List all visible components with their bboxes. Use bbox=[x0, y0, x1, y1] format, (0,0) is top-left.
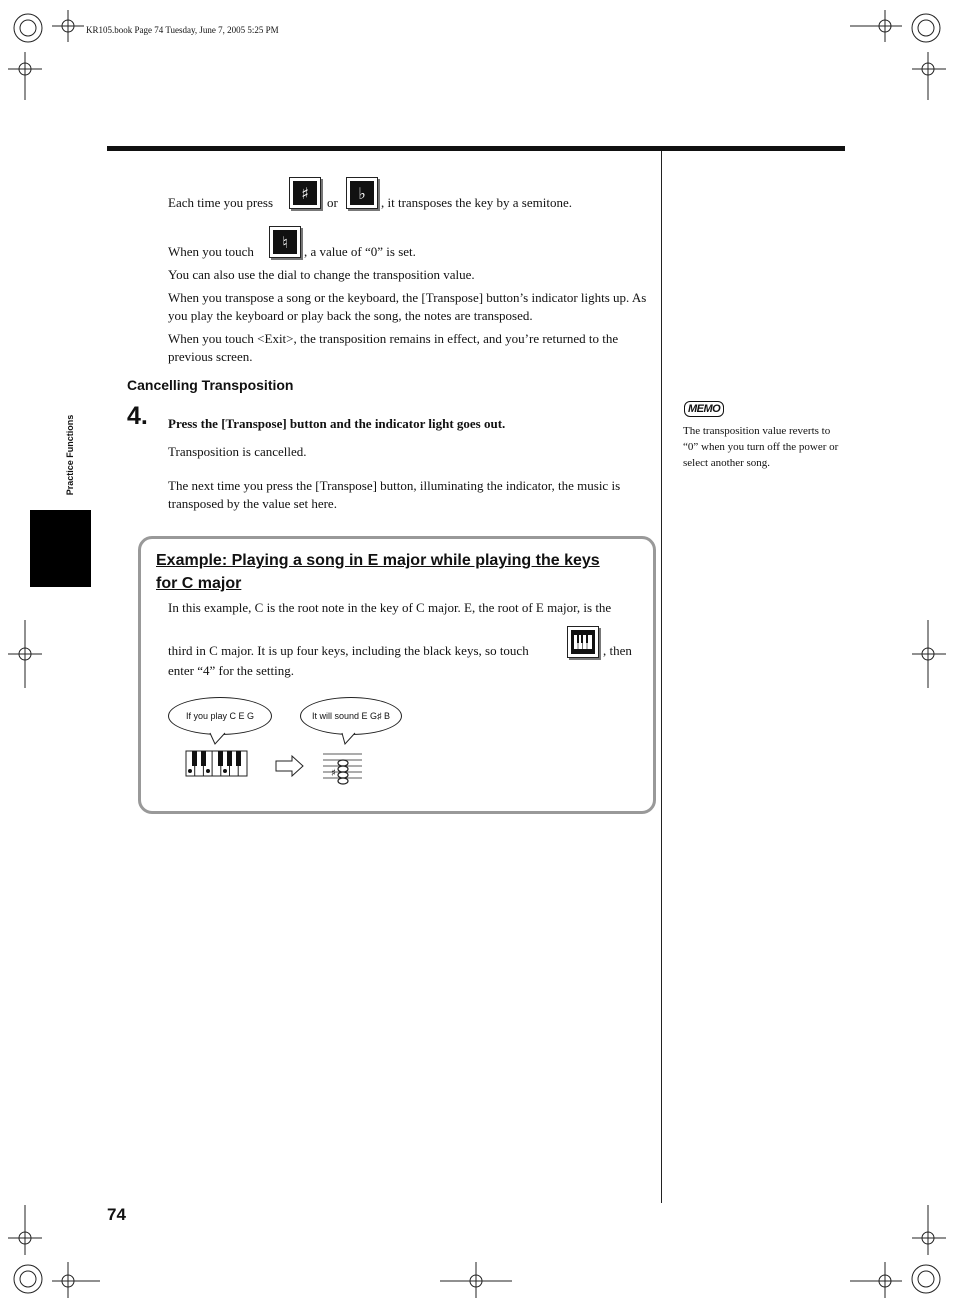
para-indicator: When you transpose a song or the keyboard, the [Transpose] button’s indicator lights up. As you play the keyboard or play back the song, the notes are transposed. bbox=[168, 290, 647, 323]
memo-text: The transposition value reverts to “0” when you turn off the power or select another song. bbox=[683, 425, 839, 469]
speech-bubble-right bbox=[300, 697, 402, 735]
sharp-button[interactable] bbox=[289, 177, 321, 209]
para2-after: , a value of “0” is set. bbox=[304, 244, 416, 259]
keyboard-button[interactable] bbox=[567, 626, 599, 658]
para-exit: When you touch <Exit>, the transposition remains in effect, and you’re returned to the previous screen. bbox=[168, 331, 619, 364]
example-line2-before: third in C major. It is up four keys, including the black keys, so touch bbox=[168, 643, 529, 658]
bubble-left-text: If you play C E G bbox=[185, 711, 255, 721]
example-title bbox=[156, 549, 600, 595]
example-line1: In this example, C is the root note in the key of C major. E, the root of E major, is the bbox=[168, 600, 612, 615]
step-text: Press the [Transpose] button and the indicator light goes out. bbox=[168, 416, 506, 431]
right-arrow-icon bbox=[276, 756, 303, 776]
keyboard-icon bbox=[571, 630, 595, 654]
example-title-line1: Example: Playing a song in E major while playing the keys bbox=[156, 552, 600, 569]
side-tab-block bbox=[30, 510, 91, 587]
header-line: KR105.book Page 74 Tuesday, June 7, 2005 5:25 PM bbox=[86, 25, 279, 35]
bubble-right-text: It will sound E G♯ B bbox=[311, 711, 391, 721]
speech-bubble-left bbox=[168, 697, 272, 735]
para-next-time: The next time you press the [Transpose] button, illuminating the indicator, the music is transposed by the value set here. bbox=[168, 478, 621, 511]
natural-button[interactable] bbox=[269, 226, 301, 258]
keyboard-illustration bbox=[180, 732, 380, 788]
step-number: 4. bbox=[127, 402, 148, 430]
piano-keys bbox=[186, 751, 247, 776]
column-divider bbox=[661, 151, 662, 1203]
para-cancelled: Transposition is cancelled. bbox=[168, 444, 307, 459]
para1-middle: or bbox=[327, 195, 338, 210]
para1-before: Each time you press bbox=[168, 195, 274, 210]
section-heading: Cancelling Transposition bbox=[127, 377, 294, 393]
para2-before: When you touch bbox=[168, 244, 254, 259]
example-line3: enter “4” for the setting. bbox=[168, 663, 294, 678]
flat-button[interactable] bbox=[346, 177, 378, 209]
natural-icon: ♮ bbox=[273, 230, 297, 254]
side-tab-label: Practice Functions bbox=[65, 414, 75, 496]
para1-after: , it transposes the key by a semitone. bbox=[381, 195, 572, 210]
para-dial: You can also use the dial to change the transposition value. bbox=[168, 267, 475, 282]
sharp-icon: ♯ bbox=[293, 181, 317, 205]
flat-icon: ♭ bbox=[350, 181, 374, 205]
example-line2-after: , then bbox=[603, 643, 632, 658]
memo-icon: MEMO bbox=[684, 401, 724, 417]
top-rule bbox=[107, 146, 845, 151]
page-number: 74 bbox=[107, 1205, 126, 1224]
svg-text:♯: ♯ bbox=[331, 768, 336, 779]
example-title-line2: for C major bbox=[156, 575, 242, 592]
